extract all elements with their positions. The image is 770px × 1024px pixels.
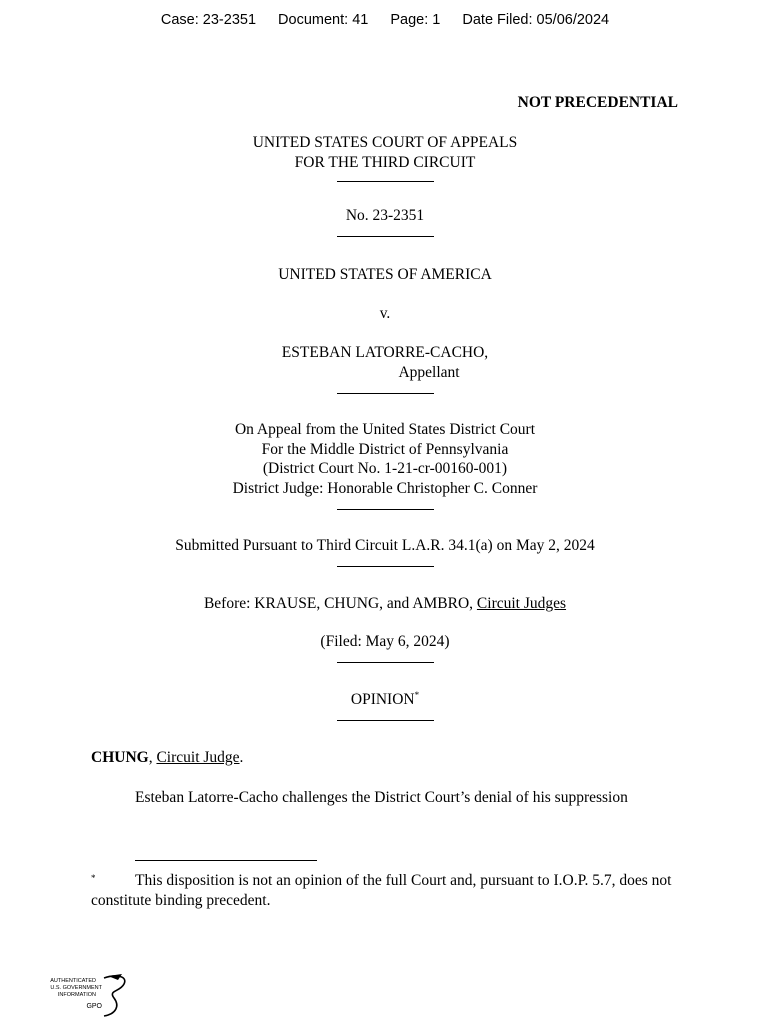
opinion-author: CHUNG, Circuit Judge. <box>91 749 244 766</box>
opinion-block <box>0 690 770 721</box>
date-filed-header: Date Filed: 05/06/2024 <box>462 12 610 28</box>
document-number-header: Document: 41 <box>278 12 369 28</box>
submitted-block <box>0 536 770 567</box>
body-text: Esteban Latorre-Cacho challenges the District Court’s denial of his suppression <box>135 789 628 806</box>
opinion-heading <box>0 690 770 710</box>
versus: v. <box>379 305 391 322</box>
case-number-header: Case: 23-2351 <box>160 12 257 28</box>
eagle-icon <box>104 976 125 1016</box>
panel-judges <box>0 594 770 614</box>
opinion-heading-text: OPINION <box>350 691 415 708</box>
divider <box>337 566 434 567</box>
court-name-line2: FOR THE THIRD CIRCUIT <box>294 153 476 171</box>
filed-date: (Filed: May 6, 2024) <box>320 633 450 650</box>
panel-judges-title: Circuit Judges <box>476 595 567 612</box>
defendant-name: ESTEBAN LATORRE-CACHO, <box>281 344 489 361</box>
appeal-info-line4: District Judge: Honorable Christopher C. Conner <box>232 479 538 497</box>
case-number <box>0 206 770 237</box>
author-title: Circuit Judge <box>156 749 240 766</box>
footnote-text: This disposition is not an opinion of the full Court and, pursuant to I.O.P. 5.7, does not constitute binding precedent. <box>91 872 672 909</box>
document-header <box>0 12 770 28</box>
divider <box>337 509 434 510</box>
defendant-role: Appellant <box>398 363 460 381</box>
opinion-footnote-mark: * <box>414 689 420 700</box>
author-name: CHUNG <box>91 749 149 766</box>
gpo-authentication-logo <box>44 972 134 1018</box>
divider <box>337 393 434 394</box>
divider <box>337 662 434 663</box>
gpo-logo-line2: U.S. GOVERNMENT <box>50 985 102 991</box>
divider <box>337 720 434 721</box>
appeal-info-line2: For the Middle District of Pennsylvania <box>261 440 509 458</box>
footnote-separator <box>135 860 317 861</box>
footnote-mark: * <box>91 873 96 883</box>
appeal-info-line3: (District Court No. 1-21-cr-00160-001) <box>262 460 508 477</box>
court-name <box>0 133 770 182</box>
defendant-block <box>0 343 770 394</box>
case-number-text: No. 23-2351 <box>345 207 425 224</box>
submitted-text: Submitted Pursuant to Third Circuit L.A.R. 34.1(a) on May 2, 2024 <box>175 537 595 554</box>
gpo-logo-line3: INFORMATION <box>57 992 96 998</box>
divider <box>337 181 434 182</box>
filed-block <box>0 632 770 663</box>
appeal-info <box>0 420 770 510</box>
plaintiff: UNITED STATES OF AMERICA <box>278 266 492 283</box>
appeal-info-line1: On Appeal from the United States District Court <box>234 421 536 438</box>
gpo-logo-line1: AUTHENTICATED <box>50 978 96 984</box>
divider <box>337 236 434 237</box>
panel-judges-names: Before: KRAUSE, CHUNG, and AMBRO, <box>203 595 474 612</box>
precedential-status: NOT PRECEDENTIAL <box>517 94 678 111</box>
footnote <box>91 871 691 910</box>
court-name-line1: UNITED STATES COURT OF APPEALS <box>252 134 518 151</box>
page-number-header: Page: 1 <box>390 12 441 28</box>
gpo-logo-line4: GPO <box>86 1003 102 1010</box>
